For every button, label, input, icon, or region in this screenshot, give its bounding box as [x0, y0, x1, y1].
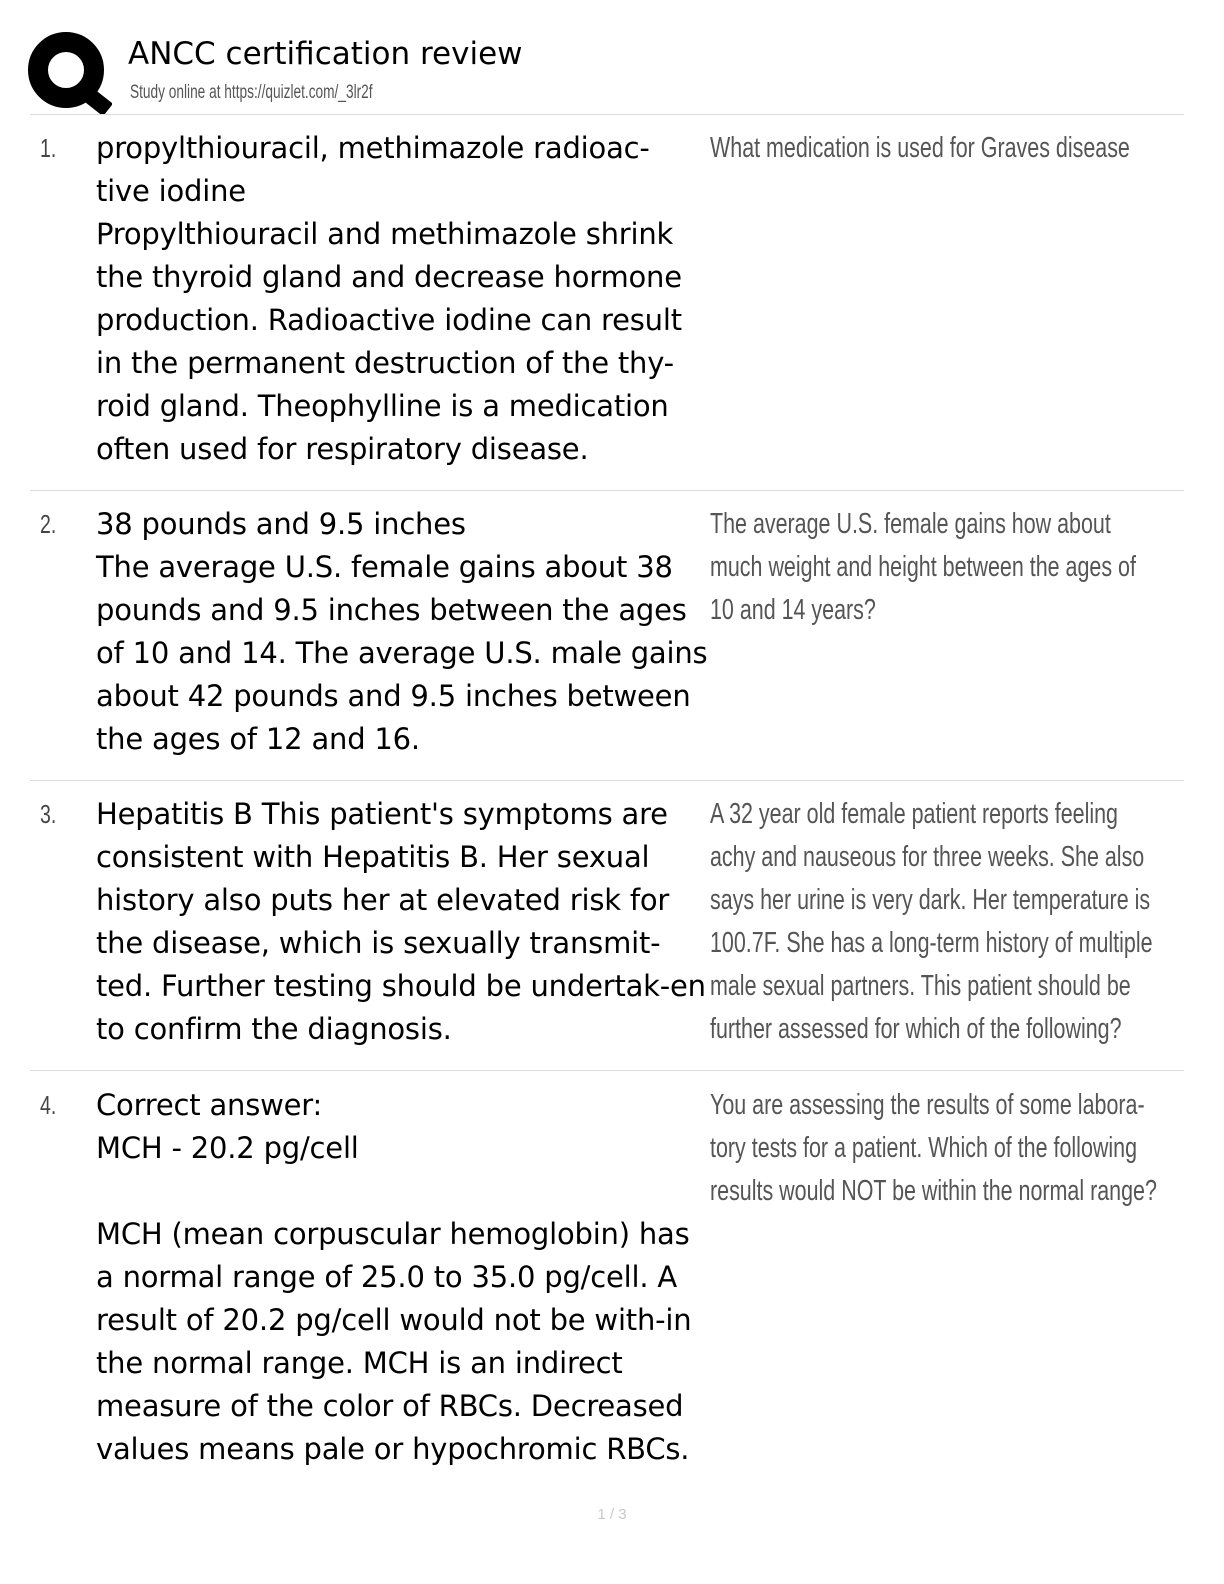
card-answer: propylthiouracil, methimazole radioac- tive iodine Propylthiouracil and methimazole shrink the thyroid gland and decrease hormone production. Radioactive iodine can result in the permanent destruction of the thy-roid gland. Theophylline is a medication often used for respiratory disease.	[96, 131, 682, 466]
quizlet-logo-icon	[28, 30, 112, 114]
study-online-link[interactable]: Study online at https://quizlet.com/_3lr2f	[130, 82, 373, 103]
card-question: You are assessing the results of some labora-tory tests for a patient. Which of the following results would NOT be within the normal range?	[710, 1089, 1157, 1207]
card-question: The average U.S. female gains how about much weight and height between the ages of 10 and 14 years?	[710, 508, 1136, 626]
card-question: A 32 year old female patient reports feeling achy and nauseous for three weeks. She also says her urine is very dark. Her temperature is 100.7F. She has a long-term history of multiple male sexual partners. This patient should be further assessed for which of the following?	[710, 798, 1153, 1045]
page-number: 1 / 3	[597, 1506, 627, 1523]
header-divider	[30, 114, 1184, 115]
card-number: 2.	[40, 509, 57, 539]
card-answer: 38 pounds and 9.5 inches The average U.S. female gains about 38 pounds and 9.5 inches between the ages of 10 and 14. The average U.S. male gains about 42 pounds and 9.5 inches between the ages of 12 and 16.	[96, 507, 708, 756]
card-number: 3.	[40, 799, 57, 829]
document-header	[28, 30, 1184, 114]
card-answer: Correct answer: MCH - 20.2 pg/cell MCH (mean corpuscular hemoglobin) has a normal range of 25.0 to 35.0 pg/cell. A result of 20.2 pg/cell would not be with-in the normal range. MCH is an indirect measure of the color of RBCs. Decreased values means pale or hypochromic RBCs.	[96, 1088, 692, 1466]
card-number: 1.	[40, 133, 57, 163]
card-number: 4.	[40, 1090, 57, 1120]
card-divider	[30, 490, 1184, 491]
card-divider	[30, 1070, 1184, 1071]
document-title: ANCC certification review	[128, 36, 523, 72]
card-question: What medication is used for Graves disease	[710, 132, 1130, 164]
card-answer: Hepatitis B This patient's symptoms are consistent with Hepatitis B. Her sexual history also puts her at elevated risk for the disease, which is sexually transmit-ted. Further testing should be undertak-en to confirm the diagnosis.	[96, 797, 706, 1046]
card-divider	[30, 780, 1184, 781]
